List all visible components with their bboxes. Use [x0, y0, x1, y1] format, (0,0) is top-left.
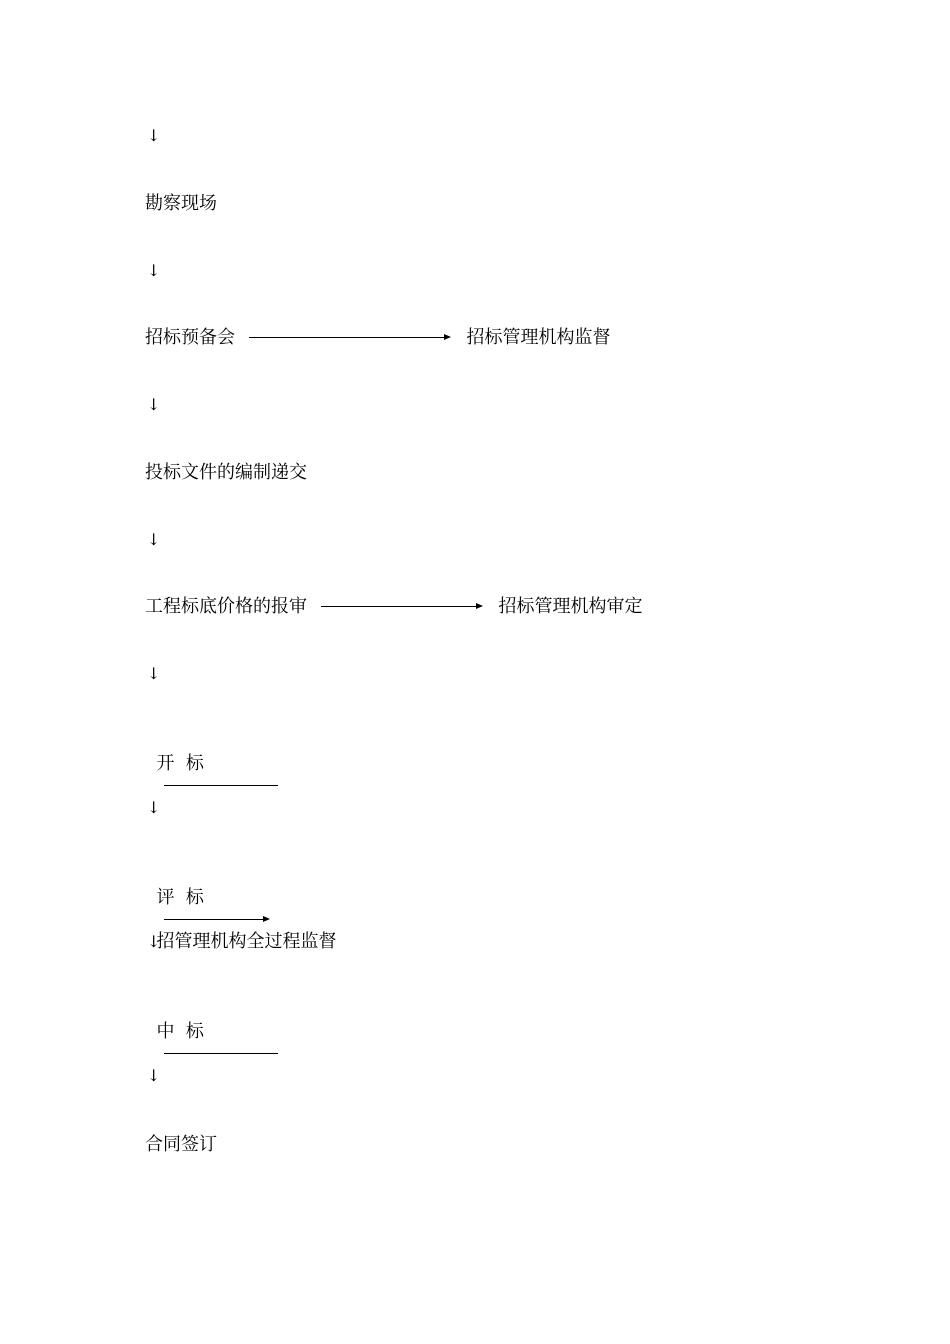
flow-step-bid-document: [145, 462, 307, 484]
flow-arrow-down: ↓: [147, 395, 161, 414]
step-label: 投标文件的编制递交: [145, 462, 307, 483]
flow-step-bid-award: [145, 999, 282, 1065]
flow-arrow-down: ↓: [147, 126, 161, 145]
flow-arrow-down: ↓: [147, 798, 161, 817]
step-target: 招标管理机构监督: [466, 327, 611, 348]
line-connector: [164, 1053, 278, 1055]
step-label: 中 标: [156, 1021, 204, 1042]
flow-arrow-down: ↓: [147, 664, 161, 683]
step-label: 评 标: [156, 887, 204, 908]
flow-step-bid-evaluation: [145, 865, 336, 953]
flow-arrow-down: ↓: [147, 1066, 161, 1085]
flow-step-contract-signing: [145, 1134, 217, 1156]
flow-step-pre-bid-meeting: [145, 327, 610, 349]
flow-step-site-survey: [145, 193, 217, 215]
step-label: 勘察现场: [145, 193, 217, 214]
right-arrow-connector: [249, 337, 449, 339]
step-target: 招管理机构全过程监督: [156, 931, 337, 952]
step-label: 招标预备会: [145, 327, 235, 348]
flow-step-base-price-review: [145, 596, 642, 618]
flow-step-bid-opening: [145, 731, 282, 797]
step-label: 工程标底价格的报审: [145, 596, 307, 617]
step-label: 开 标: [156, 753, 204, 774]
flow-arrow-down: ↓: [147, 261, 161, 280]
right-arrow-connector: [321, 606, 481, 608]
right-arrow-connector: [164, 919, 268, 921]
line-connector: [164, 785, 278, 787]
flow-arrow-down: ↓: [147, 530, 161, 549]
step-target: 招标管理机构审定: [498, 596, 643, 617]
flow-arrow-down: ↓: [147, 932, 161, 951]
step-label: 合同签订: [145, 1134, 217, 1155]
